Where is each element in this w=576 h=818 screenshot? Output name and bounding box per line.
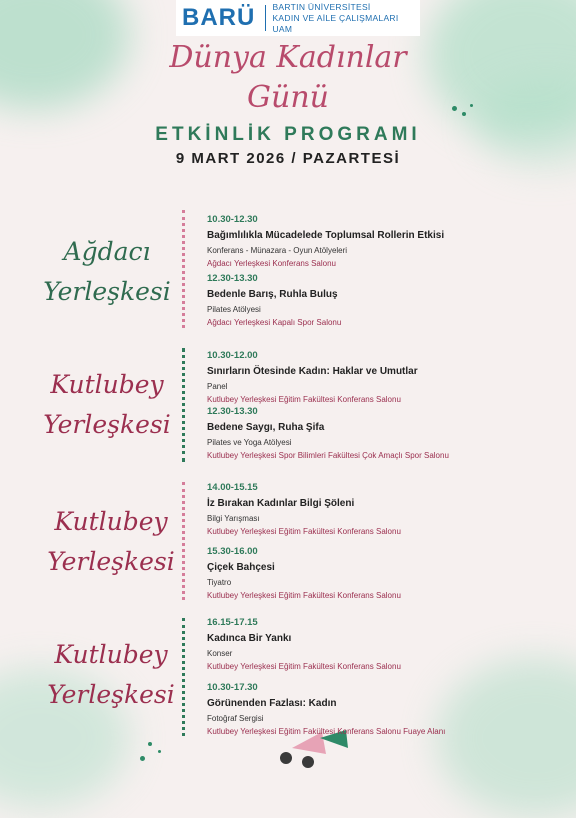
event-type: Konser xyxy=(207,649,233,658)
event-date: 9 MART 2026 / PAZARTESİ xyxy=(175,150,401,167)
event-name: Bedenle Barış, Ruhla Buluş xyxy=(207,289,338,300)
event-location: Kutlubey Yerleşkesi Eğitim Fakültesi Konferans Salonu xyxy=(207,395,401,404)
event-name: Görünenden Fazlası: Kadın xyxy=(207,698,337,709)
event-name: Çiçek Bahçesi xyxy=(207,562,275,573)
event-time: 12.30-13.30 xyxy=(207,273,258,284)
campus-suffix: Yerleşkesi xyxy=(47,547,175,576)
event-name: Bağımlılıkla Mücadelede Toplumsal Rollerin Etkisi xyxy=(207,230,445,241)
event-location: Ağdacı Yerleşkesi Konferans Salonu xyxy=(207,259,336,268)
campus-name: Ağdacı xyxy=(63,237,151,266)
campus-suffix: Yerleşkesi xyxy=(47,680,175,709)
university-logo-banner xyxy=(176,0,420,36)
org-line-1: BARTIN ÜNİVERSİTESİ xyxy=(272,1,371,12)
org-name xyxy=(272,2,420,35)
event-type: Bilgi Yarışması xyxy=(207,514,260,523)
event-time: 10.30-17.30 xyxy=(207,682,258,693)
event-time: 16.15-17.15 xyxy=(207,617,258,628)
event-name: Kadınca Bir Yankı xyxy=(207,633,292,644)
event-location: Kutlubey Yerleşkesi Eğitim Fakültesi Konferans Salonu xyxy=(207,591,401,600)
event-item xyxy=(207,273,567,327)
event-time: 14.00-15.15 xyxy=(207,482,258,493)
event-item xyxy=(207,350,567,404)
event-item xyxy=(207,546,567,600)
event-type: Tiyatro xyxy=(207,578,232,587)
campus-label xyxy=(26,635,196,715)
campus-suffix: Yerleşkesi xyxy=(43,410,171,439)
campus-name: Kutlubey xyxy=(54,640,168,669)
campus-label xyxy=(26,502,196,582)
event-item xyxy=(207,406,567,460)
campus-suffix: Yerleşkesi xyxy=(43,277,171,306)
event-location: Kutlubey Yerleşkesi Spor Bilimleri Fakültesi Çok Amaçlı Spor Salonu xyxy=(207,451,449,460)
event-item xyxy=(207,482,567,536)
org-line-2: KADIN VE AİLE ÇALIŞMALARI UAM xyxy=(272,12,399,34)
page-title-line-2: Günü xyxy=(247,80,329,115)
dotted-divider xyxy=(182,618,185,736)
event-type: Panel xyxy=(207,382,228,391)
decor-dot xyxy=(148,742,152,746)
logo: BARÜ xyxy=(182,4,256,31)
decor-dot xyxy=(140,756,145,761)
event-type: Pilates ve Yoga Atölyesi xyxy=(207,438,292,447)
campus-label xyxy=(22,365,192,445)
event-time: 15.30-16.00 xyxy=(207,546,258,557)
program-subtitle: ETKİNLİK PROGRAMI xyxy=(155,124,421,145)
campus-name: Kutlubey xyxy=(50,370,164,399)
event-name: İz Bırakan Kadınlar Bilgi Şöleni xyxy=(207,498,355,509)
event-name: Sınırların Ötesinde Kadın: Haklar ve Umutlar xyxy=(207,366,418,377)
dotted-divider xyxy=(182,210,185,328)
event-location: Ağdacı Yerleşkesi Kapalı Spor Salonu xyxy=(207,318,342,327)
event-type: Pilates Atölyesi xyxy=(207,305,261,314)
page-title-line-1: Dünya Kadınlar xyxy=(169,40,407,75)
logo-divider xyxy=(265,5,266,31)
event-type: Konferans - Münazara - Oyun Atölyeleri xyxy=(207,246,348,255)
event-location: Kutlubey Yerleşkesi Eğitim Fakültesi Konferans Salonu Fuaye Alanı xyxy=(207,727,446,736)
decor-dot xyxy=(158,750,161,753)
event-item xyxy=(207,214,567,268)
event-name: Bedene Saygı, Ruha Şifa xyxy=(207,422,325,433)
campus-label xyxy=(22,232,192,312)
event-item xyxy=(207,617,567,671)
event-time: 10.30-12.30 xyxy=(207,214,258,225)
dotted-divider xyxy=(182,482,185,600)
event-location: Kutlubey Yerleşkesi Eğitim Fakültesi Konferans Salonu xyxy=(207,662,401,671)
event-time: 10.30-12.00 xyxy=(207,350,258,361)
campus-name: Kutlubey xyxy=(54,507,168,536)
event-location: Kutlubey Yerleşkesi Eğitim Fakültesi Konferans Salonu xyxy=(207,527,401,536)
event-item xyxy=(207,682,567,736)
event-time: 12.30-13.30 xyxy=(207,406,258,417)
event-type: Fotoğraf Sergisi xyxy=(207,714,264,723)
dotted-divider xyxy=(182,348,185,462)
